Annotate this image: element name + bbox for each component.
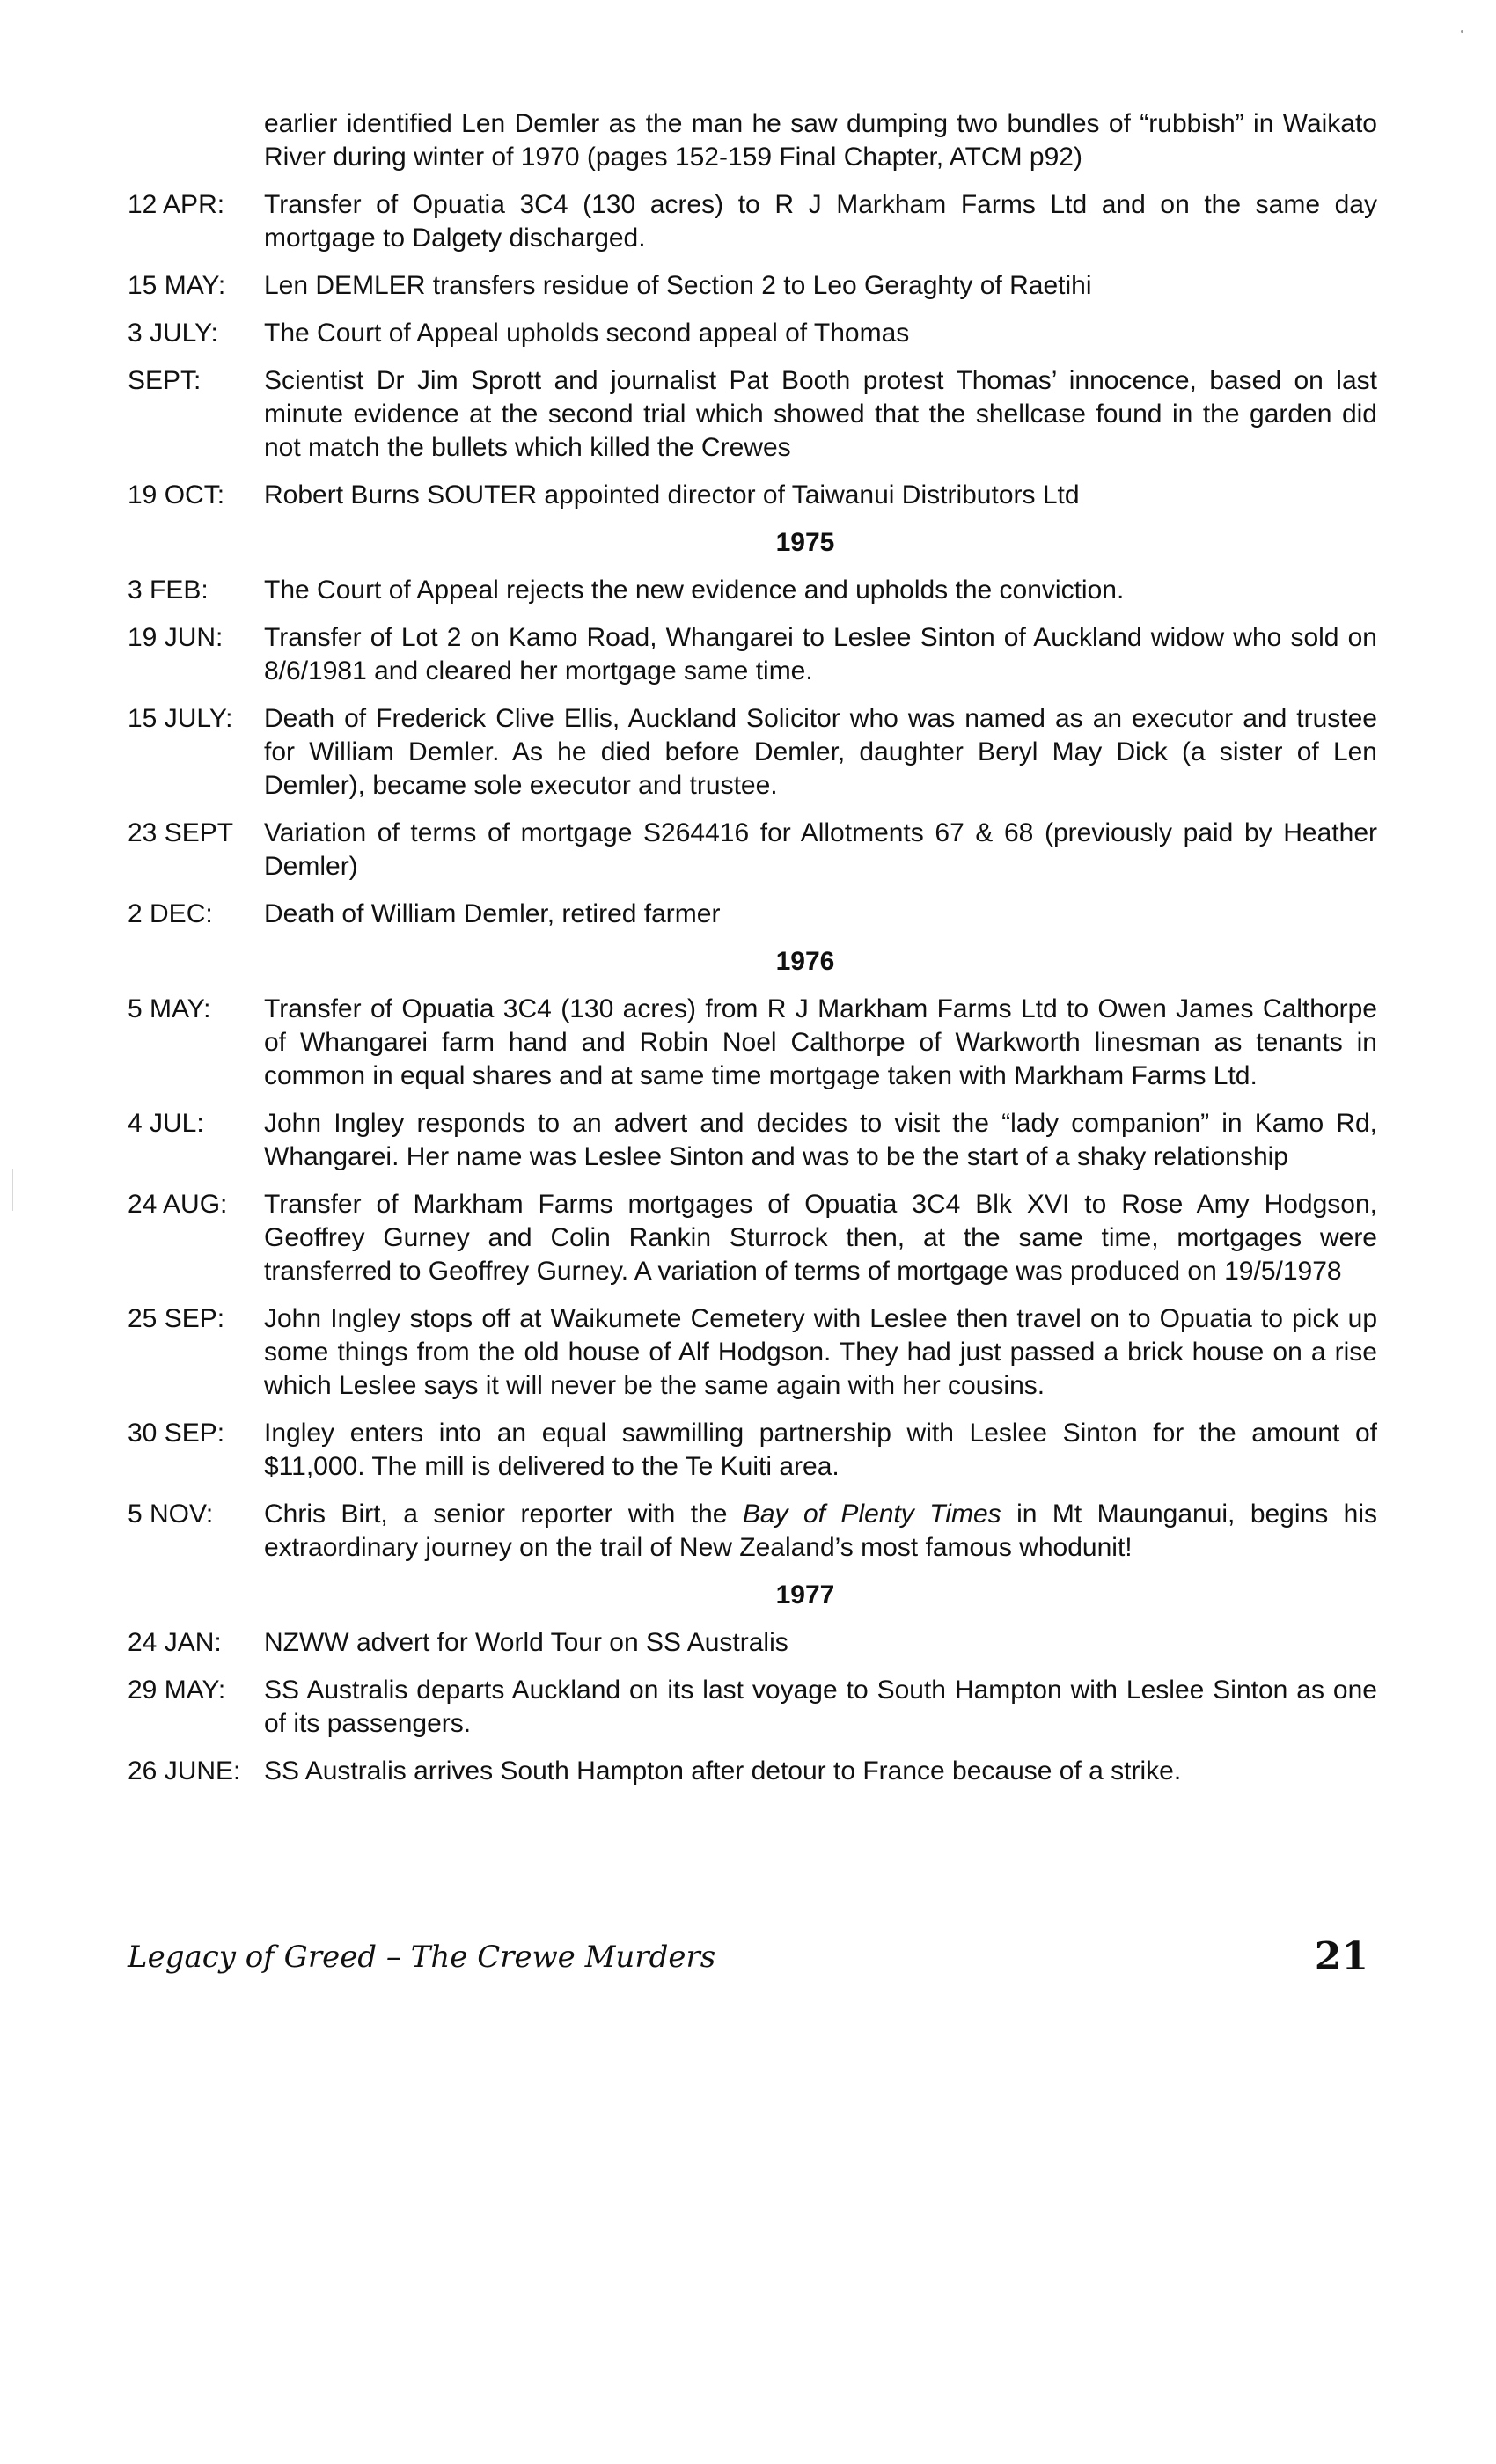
entry-date: 29 MAY: <box>128 1676 226 1705</box>
entry-text: Transfer of Opuatia 3C4 (130 acres) to R J Markham Farms Ltd and on the same day mortgage to Dalgety discharged. <box>264 190 1377 253</box>
entry-date: 4 JUL: <box>128 1109 204 1138</box>
entry-date: 15 JULY: <box>128 704 233 733</box>
entry-date: 24 AUG: <box>128 1190 228 1219</box>
timeline-entry <box>128 1674 1377 1741</box>
entry-date: 3 JULY: <box>128 319 218 348</box>
timeline-entry <box>128 817 1377 884</box>
entry-date: 12 APR: <box>128 190 225 219</box>
timeline <box>128 107 1377 1802</box>
entry-text: Death of William Demler, retired farmer <box>264 899 721 928</box>
timeline-entry <box>128 1107 1377 1174</box>
book-title: Legacy of Greed – The Crewe Murders <box>128 1940 716 1975</box>
entry-text: Transfer of Lot 2 on Kamo Road, Whangarei to Leslee Sinton of Auckland widow who sold on 8/6/1981 and cleared her mortgage same time. <box>264 623 1377 686</box>
timeline-entry-continuation <box>128 107 1377 174</box>
entry-date: 5 MAY: <box>128 994 211 1023</box>
entry-text-part: Chris Birt, a senior reporter with the <box>264 1500 743 1529</box>
timeline-entry <box>128 1302 1377 1403</box>
page-footer <box>128 1934 1368 1984</box>
entry-date: 15 MAY: <box>128 271 226 300</box>
scan-speck <box>1461 30 1463 33</box>
year-heading-1975: 1975 <box>775 528 835 557</box>
entry-text: Variation of terms of mortgage S264416 for Allotments 67 & 68 (previously paid by Heather Demler) <box>264 818 1377 881</box>
timeline-entry <box>128 188 1377 255</box>
entry-date: 2 DEC: <box>128 899 213 928</box>
entry-text: Death of Frederick Clive Ellis, Auckland Solicitor who was named as an executor and trustee for William Demler. As he died before Demler, daughter Beryl May Dick (a sister of Len Demler), became sole executor and trustee. <box>264 704 1377 800</box>
entry-date: 24 JAN: <box>128 1628 222 1657</box>
entry-text: NZWW advert for World Tour on SS Australis <box>264 1628 788 1657</box>
timeline-entry <box>128 1188 1377 1288</box>
timeline-entry <box>128 621 1377 688</box>
entry-date: 26 JUNE: <box>128 1756 241 1786</box>
entry-text: The Court of Appeal rejects the new evidence and upholds the conviction. <box>264 576 1125 605</box>
entry-text: Robert Burns SOUTER appointed director of Taiwanui Distributors Ltd <box>264 480 1080 510</box>
entry-date: 30 SEP: <box>128 1419 225 1448</box>
newspaper-title: Bay of Plenty Times <box>742 1500 1001 1529</box>
entry-text: Ingley enters into an equal sawmilling partnership with Leslee Sinton for the amount of $11,000. The mill is delivered to the Te Kuiti area. <box>264 1419 1377 1481</box>
entry-date: SEPT: <box>128 366 202 395</box>
timeline-entry <box>128 1498 1377 1565</box>
entry-date: 19 JUN: <box>128 623 224 652</box>
page-number: 21 <box>1314 1934 1368 1979</box>
entry-text: SS Australis arrives South Hampton after detour to France because of a strike. <box>264 1756 1182 1786</box>
timeline-entry <box>128 269 1377 303</box>
timeline-entry <box>128 898 1377 931</box>
entry-text-part: in Mt Maunganui, begins his extraordinary journey on the trail of New Zealand’s most famous whodunit! <box>264 1500 1377 1562</box>
entry-date: 23 SEPT <box>128 818 234 847</box>
entry-text: Len DEMLER transfers residue of Section 2 to Leo Geraghty of Raetihi <box>264 271 1092 300</box>
timeline-entry <box>128 317 1377 350</box>
entry-date: 3 FEB: <box>128 576 209 605</box>
timeline-entry <box>128 702 1377 803</box>
entry-date: 19 OCT: <box>128 480 225 510</box>
scan-margin-mark <box>12 1169 13 1211</box>
entry-date: 5 NOV: <box>128 1500 214 1529</box>
entry-text: John Ingley stops off at Waikumete Cemetery with Leslee then travel on to Opuatia to pick up some things from the old house of Alf Hodgson. They had just passed a brick house on a rise which Leslee says it will never be the same again with her cousins. <box>264 1304 1377 1400</box>
entry-text: Transfer of Opuatia 3C4 (130 acres) from R J Markham Farms Ltd to Owen James Calthorpe of Whangarei farm hand and Robin Noel Calthorpe of Warkworth linesman as tenants in common in equal shares and at same time mortgage taken with Markham Farms Ltd. <box>264 994 1377 1090</box>
year-heading-1976: 1976 <box>775 947 835 976</box>
timeline-entry <box>128 574 1377 607</box>
timeline-entry <box>128 1755 1377 1788</box>
timeline-entry <box>128 1417 1377 1484</box>
entry-text: The Court of Appeal upholds second appeal of Thomas <box>264 319 910 348</box>
timeline-entry <box>128 364 1377 465</box>
timeline-entry <box>128 479 1377 512</box>
entry-text: SS Australis departs Auckland on its last voyage to South Hampton with Leslee Sinton as one of its passengers. <box>264 1676 1377 1738</box>
entry-date: 25 SEP: <box>128 1304 225 1333</box>
year-heading-1977: 1977 <box>775 1580 835 1610</box>
entry-text: earlier identified Len Demler as the man he saw dumping two bundles of “rubbish” in Waikato River during winter of 1970 (pages 152-159 Final Chapter, ATCM p92) <box>264 109 1377 172</box>
entry-text: Transfer of Markham Farms mortgages of Opuatia 3C4 Blk XVI to Rose Amy Hodgson, Geoffrey Gurney and Colin Rankin Sturrock then, at the same time, mortgages were transferred to Geoffrey Gurney. A variation of terms of mortgage was produced on 19/5/1978 <box>264 1190 1377 1286</box>
timeline-entry <box>128 993 1377 1093</box>
entry-text: John Ingley responds to an advert and decides to visit the “lady companion” in Kamo Rd, Whangarei. Her name was Leslee Sinton and was to be the start of a shaky relationship <box>264 1109 1377 1171</box>
entry-text <box>264 1498 1377 1565</box>
entry-text: Scientist Dr Jim Sprott and journalist Pat Booth protest Thomas’ innocence, based on last minute evidence at the second trial which showed that the shellcase found in the garden did not match the bullets which killed the Crewes <box>264 366 1377 462</box>
timeline-entry <box>128 1626 1377 1660</box>
